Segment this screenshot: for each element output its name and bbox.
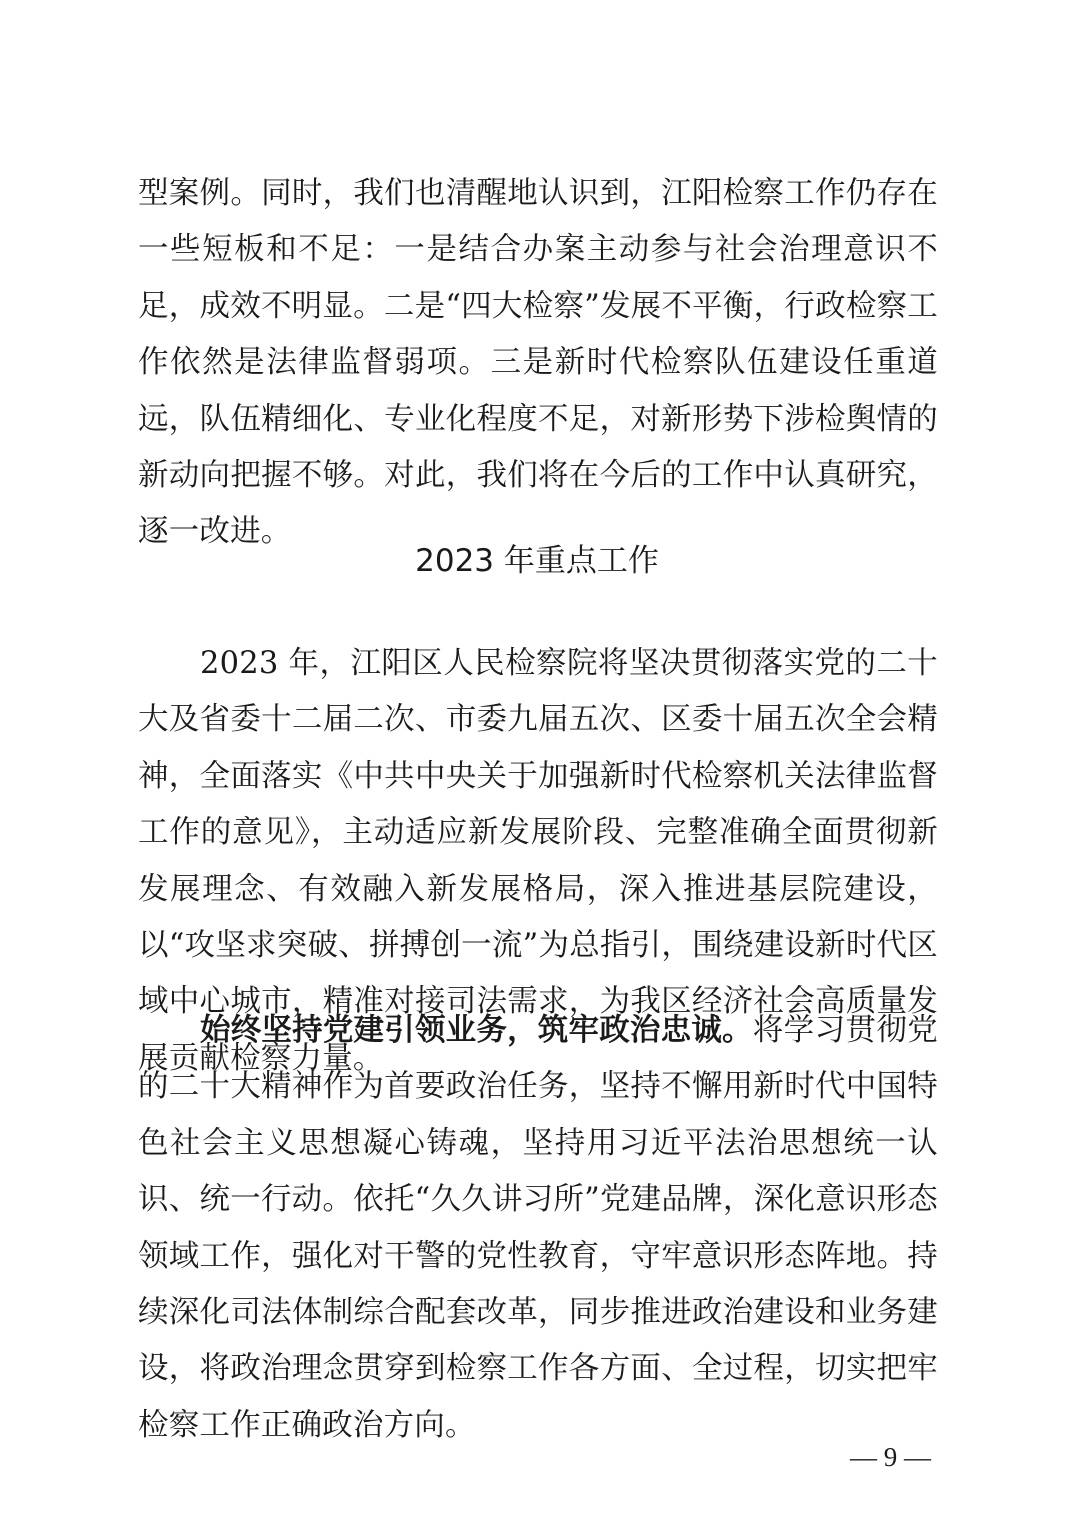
paragraph-body-text: 将学习贯彻党的二十大精神作为首要政治任务，坚持不懈用新时代中国特色社会主义思想凝心铸魂，坚持用习近平法治思想统一认识、统一行动。依托“久久讲习所”党建品牌，深化意识形态领域工作，强化对干警的党性教育，守牢意识形态阵地。持续深化司法体制综合配套改革，同步推进政治建设和业务建设，将政治理念贯穿到检察工作各方面、全过程，切实把牢检察工作正确政治方向。 [138, 1013, 939, 1443]
paragraph-lead-bold: 始终坚持党建引领业务，筑牢政治忠诚。 [200, 1013, 753, 1048]
paragraph-party-building [138, 1003, 938, 1454]
section-heading: 2023 年重点工作 [415, 543, 659, 579]
paragraph-continued: 型案例。同时，我们也清醒地认识到，江阳检察工作仍存在一些短板和不足：一是结合办案主动参与社会治理意识不足，成效不明显。二是“四大检察”发展不平衡，行政检察工作依然是法律监督弱项。三是新时代检察队伍建设任重道远，队伍精细化、专业化程度不足，对新形势下涉检舆情的新动向把握不够。对此，我们将在今后的工作中认真研究，逐一改进。 [138, 176, 938, 550]
page-number: — 9 — [850, 1442, 931, 1472]
paragraph-2023-intro: 2023 年，江阳区人民检察院将坚决贯彻落实党的二十大及省委十二届二次、市委九届五次、区委十届五次全会精神，全面落实《中共中央关于加强新时代检察机关法律监督工作的意见》，主动适应新发展阶段、完整准确全面贯彻新发展理念、有效融入新发展格局，深入推进基层院建设，以“攻坚求突破、拼搏创一流”为总指引，围绕建设新时代区域中心城市，精准对接司法需求，为我区经济社会高质量发展贡献检察力量。 [138, 646, 938, 1076]
